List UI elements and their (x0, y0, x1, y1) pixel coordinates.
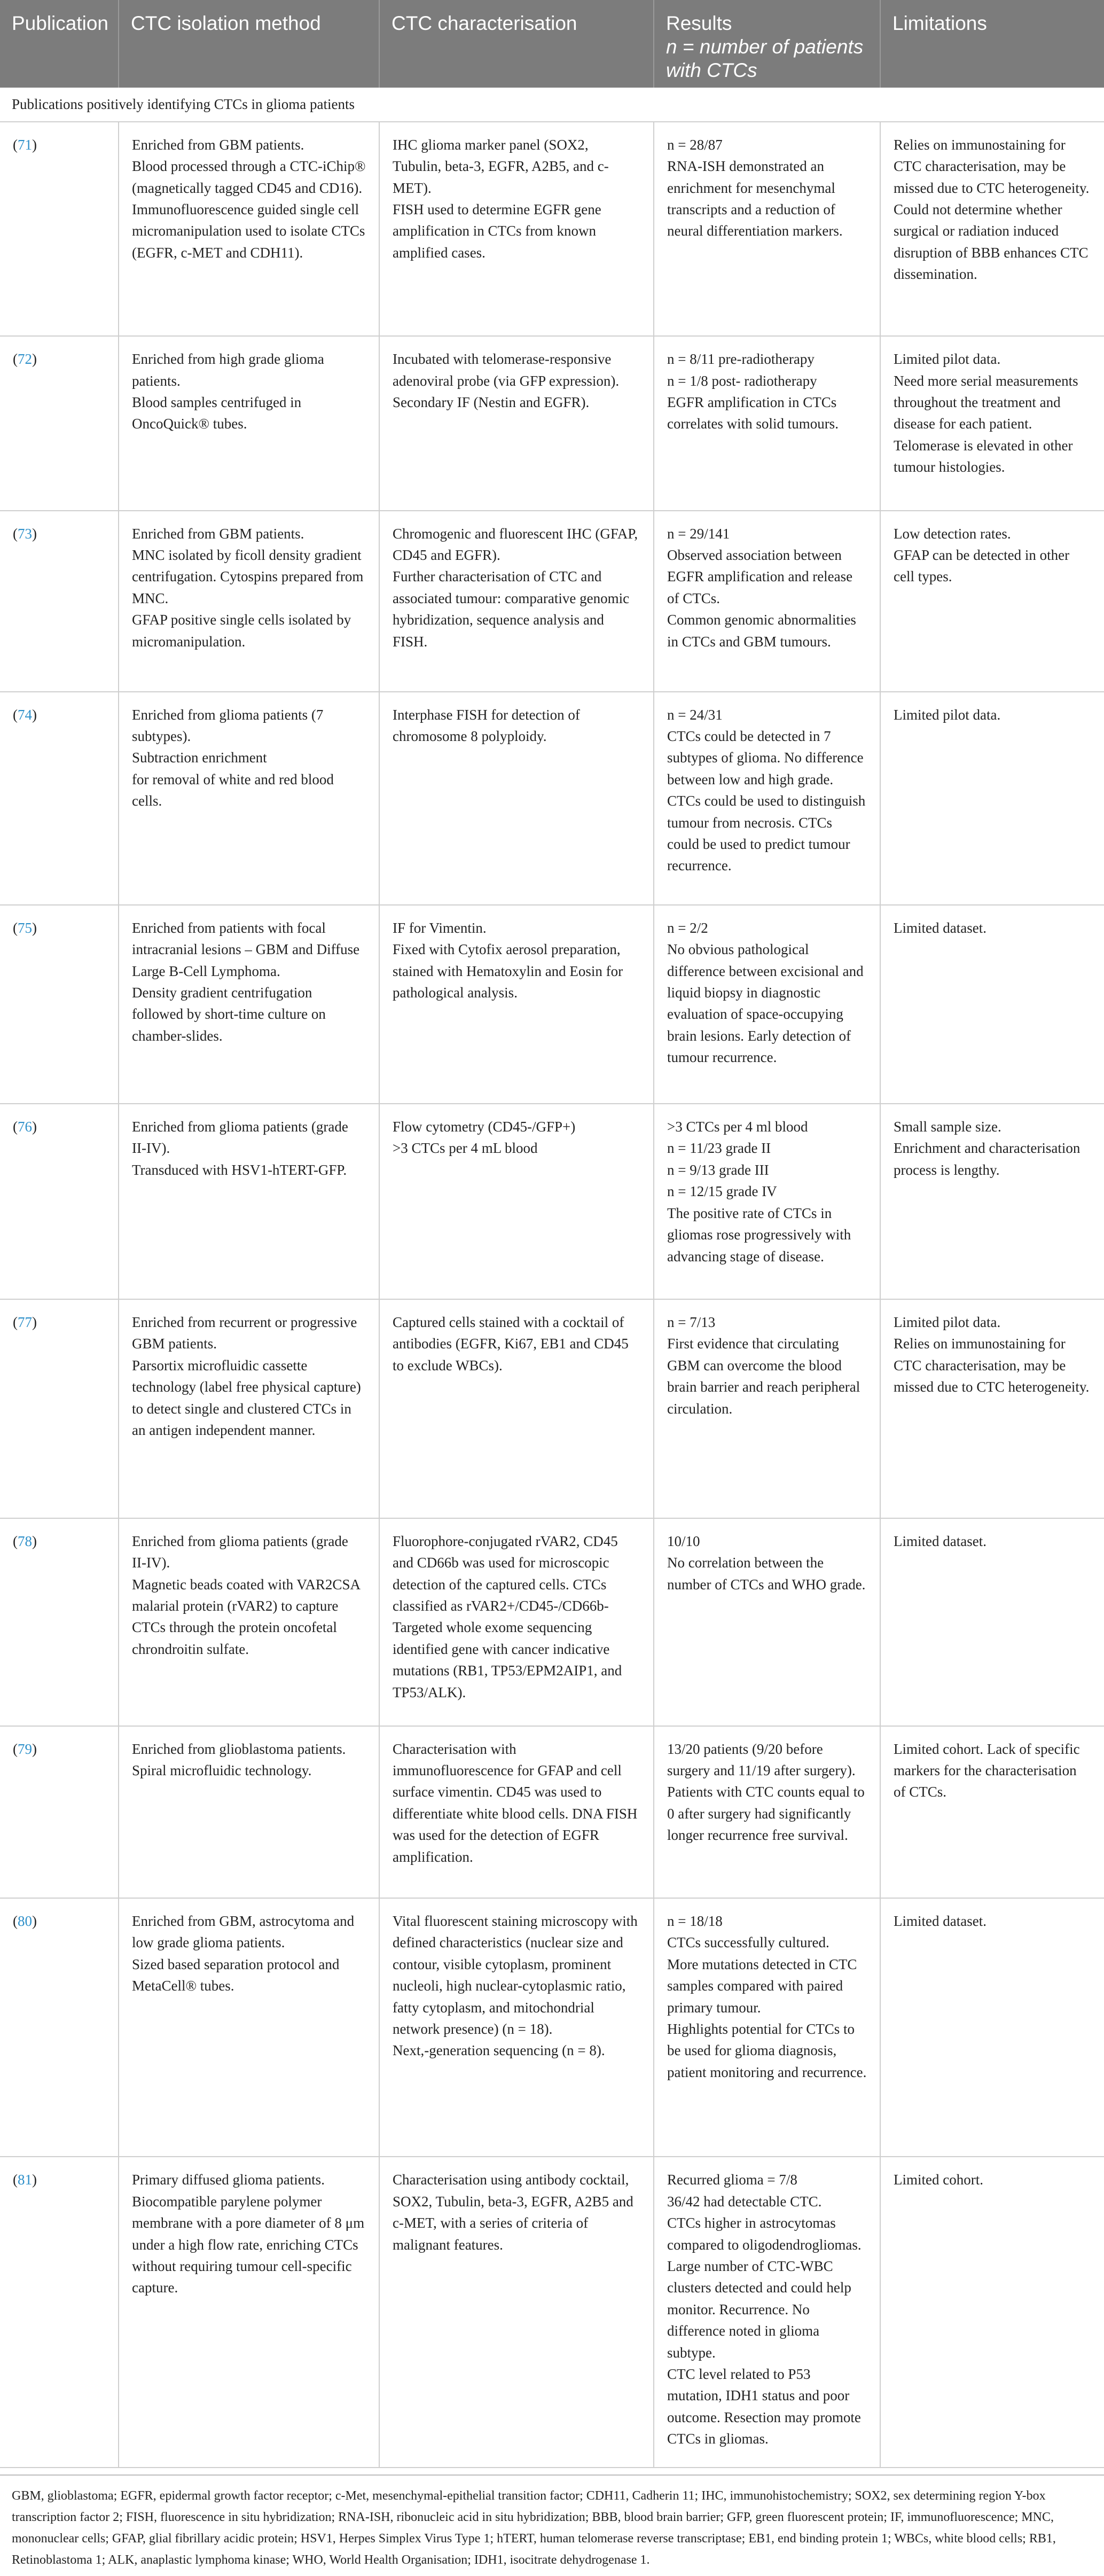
limitations-line: Limited pilot data. (894, 351, 1001, 368)
table-row (0, 1104, 1104, 1299)
results-line: Recurred glioma = 7/8 (667, 2172, 797, 2188)
cell-results (654, 1299, 880, 1518)
publication-ref[interactable] (0, 1299, 119, 1518)
characterisation-line: Secondary IF (Nestin and EGFR). (393, 394, 590, 410)
results-line: No obvious pathological difference between excisional and liquid biopsy in diagnostic evaluation of space-occupying brain lesions. Early detection of tumour recurrence. (667, 941, 864, 1066)
cell-characterisation (379, 122, 654, 336)
cell-method (119, 1518, 379, 1726)
table-row (0, 2157, 1104, 2468)
cell-method (119, 905, 379, 1104)
ref-open-paren: ( (13, 525, 18, 542)
method-line: Enriched from glioma patients (grade II-IV). (132, 1533, 348, 1571)
method-line: Blood samples centrifuged in OncoQuick® tubes. (132, 394, 302, 432)
limitations-line: Low detection rates. (894, 525, 1011, 542)
publication-ref[interactable] (0, 1726, 119, 1898)
ref-link[interactable]: 81 (18, 2172, 32, 2188)
cell-results (654, 336, 880, 510)
results-line: n = 7/13 (667, 1314, 716, 1331)
cell-limitations (880, 2157, 1104, 2468)
cell-results (654, 692, 880, 905)
cell-limitations (880, 905, 1104, 1104)
header-limitations: Limitations (880, 0, 1104, 88)
ref-open-paren: ( (13, 1913, 18, 1929)
results-line: n = 24/31 (667, 706, 723, 723)
cell-characterisation (379, 1726, 654, 1898)
ref-close-paren: ) (32, 1913, 37, 1929)
results-line: n = 8/11 pre-radiotherapy (667, 351, 815, 368)
method-line: GFAP positive single cells isolated by micromanipulation. (132, 612, 351, 650)
limitations-line: Limited cohort. (894, 2172, 983, 2188)
table-row (0, 336, 1104, 510)
cell-method (119, 1299, 379, 1518)
ref-link[interactable]: 71 (18, 136, 32, 153)
method-line: Enriched from glioblastoma patients. (132, 1740, 346, 1757)
publication-ref[interactable] (0, 905, 119, 1104)
ref-open-paren: ( (13, 706, 18, 723)
cell-results (654, 1104, 880, 1299)
cell-method (119, 336, 379, 510)
results-line: 10/10 (667, 1533, 700, 1549)
table-row (0, 1518, 1104, 1726)
results-line: n = 1/8 post- radiotherapy (667, 372, 817, 389)
results-line: n = 2/2 (667, 919, 708, 936)
table-footnote: GBM, glioblastoma; EGFR, epidermal growth factor receptor; c-Met, mesenchymal-epithelial transition factor; CDH11, Cadherin 11; IHC, immunohistochemistry; SOX2, sex determining region Y-box transcription factor 2; FISH, fluorescence in situ hybridization; RNA-ISH, ribonucleic acid in situ hybridization; BBB, blood brain barrier; GFP, green fluorescent protein; IF, immunofluorescence; MNC, mononuclear cells; GFAP, glial fibrillary acidic protein; HSV1, Herpes Simplex Virus Type 1; hTERT, human telomerase reverse transcriptase; EB1, end binding protein 1; WBCs, white blood cells; RB1, Retinoblastoma 1; ALK, anaplastic lymphoma kinase; WHO, World Health Organisation; IDH1, isocitrate dehydrogenase 1. (0, 2474, 1104, 2571)
publication-ref[interactable] (0, 336, 119, 510)
ref-link[interactable]: 80 (18, 1913, 32, 1929)
results-line: CTCs could be detected in 7 subtypes of glioma. No difference between low and high grade. (667, 728, 864, 787)
results-line: Observed association between EGFR amplification and release of CTCs. (667, 547, 853, 606)
ref-link[interactable]: 75 (18, 919, 32, 936)
results-line: n = 29/141 (667, 525, 730, 542)
results-line: 13/20 patients (9/20 before surgery and 11/19 after surgery). (667, 1740, 856, 1778)
results-line: n = 12/15 grade IV (667, 1183, 777, 1200)
method-line: Subtraction enrichment (132, 750, 267, 766)
cell-method (119, 1726, 379, 1898)
characterisation-line: Next,-generation sequencing (n = 8). (393, 2042, 605, 2059)
cell-limitations (880, 1104, 1104, 1299)
publication-ref[interactable] (0, 1898, 119, 2157)
ref-link[interactable]: 73 (18, 525, 32, 542)
publication-ref[interactable] (0, 2157, 119, 2468)
table-row (0, 122, 1104, 336)
cell-limitations (880, 511, 1104, 692)
publication-ref[interactable] (0, 511, 119, 692)
results-line: Common genomic abnormalities in CTCs and GBM tumours. (667, 612, 856, 650)
cell-results (654, 122, 880, 336)
method-line: for removal of white and red blood cells. (132, 771, 334, 809)
characterisation-line: Characterisation with immunofluorescence for GFAP and cell surface vimentin. CD45 was used to differentiate white blood cells. DNA FISH was used for the detection of EGFR amplification. (393, 1740, 638, 1865)
characterisation-line: Flow cytometry (CD45-/GFP+) (393, 1119, 576, 1135)
ref-open-paren: ( (13, 919, 18, 936)
results-line: n = 28/87 (667, 136, 723, 153)
cell-method (119, 122, 379, 336)
limitations-line: Limited cohort. Lack of specific markers for the characterisation of CTCs. (894, 1740, 1080, 1800)
limitations-line: Limited dataset. (894, 1913, 986, 1929)
cell-limitations (880, 692, 1104, 905)
header-publication: Publication (0, 0, 119, 88)
cell-limitations (880, 1518, 1104, 1726)
cell-characterisation (379, 511, 654, 692)
ref-link[interactable]: 79 (18, 1740, 32, 1757)
cell-method (119, 692, 379, 905)
header-results-title: Results (666, 12, 732, 34)
characterisation-line: FISH used to determine EGFR gene amplification in CTCs from known amplified cases. (393, 201, 601, 261)
method-line: Parsortix microfluidic cassette technology (label free physical capture) to detect single and clustered CTCs in an antigen independent manner. (132, 1357, 361, 1439)
ref-open-paren: ( (13, 1119, 18, 1135)
ref-close-paren: ) (32, 1119, 37, 1135)
header-isolation-method: CTC isolation method (119, 0, 379, 88)
ref-open-paren: ( (13, 351, 18, 368)
results-line: Large number of CTC-WBC clusters detected and could help monitor. Recurrence. No difference noted in glioma subtype. (667, 2258, 851, 2361)
results-line: Patients with CTC counts equal to 0 after surgery had significantly longer recurrence free survival. (667, 1784, 865, 1844)
table-row (0, 905, 1104, 1104)
cell-results (654, 1898, 880, 2157)
results-line: n = 11/23 grade II (667, 1140, 771, 1157)
table-row (0, 692, 1104, 905)
ref-close-paren: ) (32, 1533, 37, 1549)
characterisation-line: Vital fluorescent staining microscopy with defined characteristics (nuclear size and contour, visible cytoplasm, prominent nucleoli, high nuclear-cytoplasmic ratio, fatty cytoplasm, and mitochondrial network presence) (n = 18). (393, 1913, 638, 2037)
results-line: CTCs successfully cultured. (667, 1934, 829, 1951)
ref-link[interactable]: 72 (18, 351, 32, 368)
ref-open-paren: ( (13, 2172, 18, 2188)
characterisation-line: >3 CTCs per 4 mL blood (393, 1140, 538, 1157)
cell-results (654, 511, 880, 692)
characterisation-line: Fixed with Cytofix aerosol preparation, stained with Hematoxylin and Eosin for pathological analysis. (393, 941, 623, 1001)
cell-characterisation (379, 2157, 654, 2468)
cell-results (654, 905, 880, 1104)
header-results (654, 0, 880, 88)
method-line: MNC isolated by ficoll density gradient centrifugation. Cytospins prepared from MNC. (132, 547, 364, 606)
characterisation-line: Captured cells stained with a cocktail of antibodies (EGFR, Ki67, EB1 and CD45 to exclude WBCs). (393, 1314, 629, 1373)
characterisation-line: Chromogenic and fluorescent IHC (GFAP, CD45 and EGFR). (393, 525, 638, 564)
limitations-line: Telomerase is elevated in other tumour histologies. (894, 437, 1073, 475)
ref-close-paren: ) (32, 136, 37, 153)
header-row (0, 0, 1104, 88)
method-line: Enriched from GBM, astrocytoma and low grade glioma patients. (132, 1913, 355, 1951)
ref-open-paren: ( (13, 136, 18, 153)
publication-ref[interactable] (0, 1104, 119, 1299)
cell-results (654, 2157, 880, 2468)
characterisation-line: Incubated with telomerase-responsive adenoviral probe (via GFP expression). (393, 351, 620, 389)
section-label: Publications positively identifying CTCs in glioma patients (0, 88, 1104, 122)
results-line: The positive rate of CTCs in gliomas rose progressively with advancing stage of disease. (667, 1205, 851, 1264)
limitations-line: Small sample size. (894, 1119, 1001, 1135)
method-line: Enriched from patients with focal intracranial lesions – GBM and Diffuse Large B-Cell Lymphoma. (132, 919, 360, 979)
table-body (0, 88, 1104, 2468)
method-line: Biocompatible parylene polymer membrane with a pore diameter of 8 μm under a high flow rate, enriching CTCs without requiring tumour cell-specific capture. (132, 2193, 365, 2296)
characterisation-line: IF for Vimentin. (393, 919, 487, 936)
results-line: CTCs higher in astrocytomas compared to oligodendrogliomas. (667, 2215, 862, 2253)
method-line: Enriched from glioma patients (7 subtypes). (132, 706, 324, 744)
table-row (0, 1898, 1104, 2157)
method-line: Transduced with HSV1-hTERT-GFP. (132, 1161, 347, 1178)
method-line: Enriched from recurrent or progressive GBM patients. (132, 1314, 357, 1352)
method-line: Enriched from glioma patients (grade II-IV). (132, 1119, 348, 1157)
header-characterisation: CTC characterisation (379, 0, 654, 88)
cell-results (654, 1726, 880, 1898)
cell-method (119, 2157, 379, 2468)
cell-method (119, 511, 379, 692)
cell-method (119, 1104, 379, 1299)
publication-ref[interactable] (0, 692, 119, 905)
cell-characterisation (379, 336, 654, 510)
publication-ref[interactable] (0, 1518, 119, 1726)
limitations-line: Limited dataset. (894, 919, 986, 936)
characterisation-line: Fluorophore-conjugated rVAR2, CD45 and CD66b was used for microscopic detection of the captured cells. CTCs classified as rVAR2+/CD45-/CD66b-Targeted whole exome sequencing identified gene with cancer indicative mutations (RB1, TP53/EPM2AIP1, and TP53/ALK). (393, 1533, 622, 1700)
ref-close-paren: ) (32, 351, 37, 368)
cell-method (119, 1898, 379, 2157)
ref-link[interactable]: 78 (18, 1533, 32, 1549)
results-line: EGFR amplification in CTCs correlates with solid tumours. (667, 394, 839, 432)
characterisation-line: IHC glioma marker panel (SOX2, Tubulin, beta-3, EGFR, A2B5, and c-MET). (393, 136, 609, 196)
ref-close-paren: ) (32, 919, 37, 936)
cell-characterisation (379, 1898, 654, 2157)
ref-close-paren: ) (32, 1314, 37, 1331)
cell-characterisation (379, 1299, 654, 1518)
publication-ref[interactable] (0, 122, 119, 336)
limitations-line: GFAP can be detected in other cell types. (894, 547, 1070, 585)
table-row (0, 1726, 1104, 1898)
results-line: CTC level related to P53 mutation, IDH1 status and poor outcome. Resection may promote CTCs in gliomas. (667, 2366, 861, 2447)
ref-open-paren: ( (13, 1533, 18, 1549)
method-line: Blood processed through a CTC-iChip® (magnetically tagged CD45 and CD16). (132, 158, 366, 196)
cell-characterisation (379, 1104, 654, 1299)
limitations-line: Could not determine whether surgical or radiation induced disruption of BBB enhances CTC dissemination. (894, 201, 1089, 283)
limitations-line: Limited pilot data. (894, 1314, 1001, 1331)
characterisation-line: Interphase FISH for detection of chromosome 8 polyploidy. (393, 706, 580, 744)
method-line: Magnetic beads coated with VAR2CSA malarial protein (rVAR2) to capture CTCs through the protein oncofetal chrondroitin sulfate. (132, 1576, 360, 1657)
limitations-line: Limited dataset. (894, 1533, 986, 1549)
ref-close-paren: ) (32, 2172, 37, 2188)
ref-open-paren: ( (13, 1314, 18, 1331)
results-line: Highlights potential for CTCs to be used for glioma diagnosis, patient monitoring and recurrence. (667, 2020, 867, 2080)
method-line: Immunofluorescence guided single cell micromanipulation used to isolate CTCs (EGFR, c-MET and CDH11). (132, 201, 365, 261)
ref-link[interactable]: 74 (18, 706, 32, 723)
cell-limitations (880, 1898, 1104, 2157)
results-line: RNA-ISH demonstrated an enrichment for mesenchymal transcripts and a reduction of neural differentiation markers. (667, 158, 843, 239)
section-row (0, 88, 1104, 122)
ref-link[interactable]: 76 (18, 1119, 32, 1135)
results-line: CTCs could be used to distinguish tumour from necrosis. CTCs could be used to predict tumour recurrence. (667, 793, 866, 874)
results-line: No correlation between the number of CTCs and WHO grade. (667, 1555, 866, 1593)
ref-link[interactable]: 77 (18, 1314, 32, 1331)
results-line: More mutations detected in CTC samples compared with paired primary tumour. (667, 1956, 857, 2016)
method-line: Enriched from GBM patients. (132, 525, 304, 542)
results-line: n = 9/13 grade III (667, 1161, 769, 1178)
ref-open-paren: ( (13, 1740, 18, 1757)
cell-characterisation (379, 1518, 654, 1726)
cell-limitations (880, 1726, 1104, 1898)
method-line: Primary diffused glioma patients. (132, 2172, 325, 2188)
results-line: First evidence that circulating GBM can overcome the blood brain barrier and reach peripheral circulation. (667, 1336, 860, 1417)
method-line: Enriched from GBM patients. (132, 136, 304, 153)
limitations-line: Need more serial measurements throughout the treatment and disease for each patient. (894, 372, 1078, 432)
cell-results (654, 1518, 880, 1726)
method-line: Sized based separation protocol and MetaCell® tubes. (132, 1956, 340, 1994)
limitations-line: Enrichment and characterisation process is lengthy. (894, 1140, 1080, 1178)
characterisation-line: Characterisation using antibody cocktail, SOX2, Tubulin, beta-3, EGFR, A2B5 and c-MET, with a series of criteria of malignant features. (393, 2172, 633, 2253)
limitations-line: Relies on immunostaining for CTC characterisation, may be missed due to CTC heterogeneity. (894, 1336, 1090, 1395)
ref-close-paren: ) (32, 706, 37, 723)
cell-characterisation (379, 905, 654, 1104)
cell-limitations (880, 1299, 1104, 1518)
cell-limitations (880, 122, 1104, 336)
table-row (0, 511, 1104, 692)
cell-characterisation (379, 692, 654, 905)
results-line: 36/42 had detectable CTC. (667, 2193, 822, 2210)
method-line: Density gradient centrifugation followed by short-time culture on chamber-slides. (132, 985, 326, 1044)
results-line: n = 18/18 (667, 1913, 723, 1929)
limitations-line: Limited pilot data. (894, 706, 1001, 723)
method-line: Spiral microfluidic technology. (132, 1762, 312, 1778)
table-header (0, 0, 1104, 88)
ref-close-paren: ) (32, 525, 37, 542)
cell-limitations (880, 336, 1104, 510)
header-results-subtitle: n = number of patients with CTCs (666, 36, 864, 81)
method-line: Enriched from high grade glioma patients. (132, 351, 324, 389)
results-line: >3 CTCs per 4 ml blood (667, 1119, 808, 1135)
ref-close-paren: ) (32, 1740, 37, 1757)
limitations-line: Relies on immunostaining for CTC characterisation, may be missed due to CTC heterogeneity. (894, 136, 1090, 196)
characterisation-line: Further characterisation of CTC and associated tumour: comparative genomic hybridization, sequence analysis and FISH. (393, 568, 630, 650)
table-row (0, 1299, 1104, 1518)
